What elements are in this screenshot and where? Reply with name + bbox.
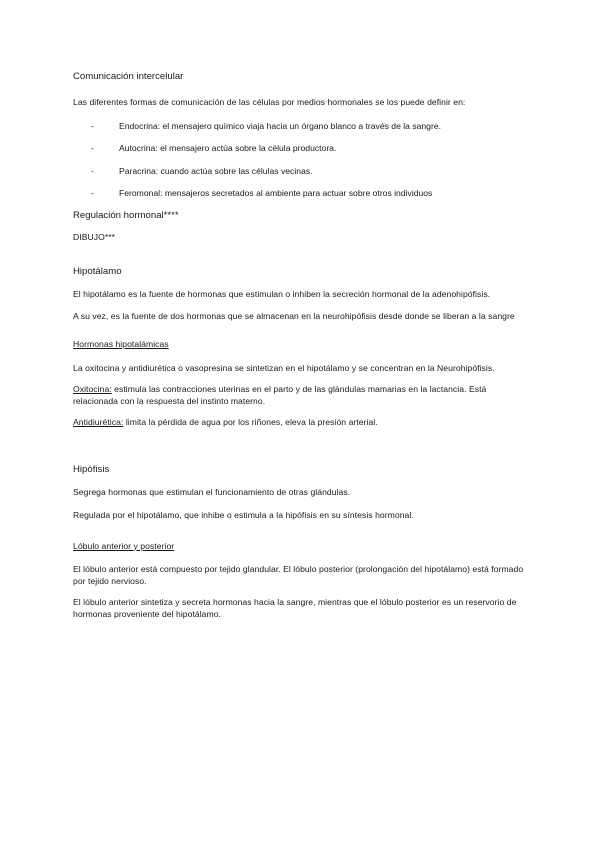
lobulo-paragraph-2: El lóbulo anterior sintetiza y secreta hormonas hacia la sangre, mientras que el lóbulo posterior es un reservorio de hormonas proveniente del hipotálamo. [73,597,517,619]
list-item-text: Endocrina: el mensajero químico viaja hacia un órgano blanco a través de la sangre. [119,120,441,131]
list-item-text: Feromonal: mensajeros secretados al ambiente para actuar sobre otros individuos [119,188,433,198]
list-item-paracrina [73,166,533,178]
section-title-lobulo: Lóbulo anterior y posterior [73,540,175,551]
hipotalamo-paragraph-1: El hipotálamo es la fuente de hormonas que estimulan o inhiben la secreción hormonal de la adenohipófisis. [73,289,491,299]
bullet-dash: - [91,165,94,176]
section-title-hipotalamo: Hipotálamo [73,266,122,277]
drawing-placeholder: DIBUJO*** [73,231,115,242]
hipofisis-paragraph-2: Regulada por el hipotálamo, que inhibe o estimula a la hipófisis en su síntesis hormonal. [73,510,414,520]
list-item-feromonal [73,188,533,200]
oxitocina-paragraph [73,384,533,407]
intro-paragraph: Las diferentes formas de comunicación de las células por medios hormonales se los puede definir en: [73,97,466,107]
oxitocina-label: Oxitocina: [73,384,112,394]
section-title-comunicacion: Comunicación intercelular [73,71,184,82]
oxitocina-text: estimula las contracciones uterinas en el parto y de las glándulas mamarias en la lactancia. Está relacionada con la respuesta del instinto materno. [73,384,487,406]
list-item-text: Paracrina: cuando actúa sobre las células vecinas. [119,165,313,176]
list-item-text: Autocrina: el mensajero actúa sobre la célula productora. [119,143,337,153]
section-title-hipofisis: Hipófisis [73,463,110,475]
section-title-hormonas: Hormonas hipotalámicas [73,339,169,349]
lobulo-paragraph-1: El lóbulo anterior está compuesto por tejido glandular. El lóbulo posterior (prolongación del hipotálamo) está formado por tejido nervioso. [73,564,524,586]
communication-list [73,121,533,200]
hipotalamo-paragraph-2: A su vez, es la fuente de dos hormonas que se almacenan en la neurohipófisis desde donde se liberan a la sangre [73,310,515,321]
bullet-dash: - [91,143,94,153]
antidiuretica-text: limita la pérdida de agua por los riñones, eleva la presión arterial. [123,417,378,427]
hipofisis-paragraph-1: Segrega hormonas que estimulan el funcionamiento de otras glándulas. [73,486,351,497]
bullet-dash: - [91,120,94,131]
section-title-regulacion: Regulación hormonal**** [73,209,179,221]
bullet-dash: - [91,188,94,198]
document-page [73,71,533,620]
antidiuretica-label: Antidiurética: [73,417,124,427]
antidiuretica-paragraph [73,417,533,429]
list-item-autocrina [73,143,533,155]
hormonas-paragraph: La oxitocina y antidiurética o vasopresina se sintetizan en el hipotálamo y se concentran en la Neurohipófisis. [73,362,495,373]
list-item-endocrina [73,121,533,133]
